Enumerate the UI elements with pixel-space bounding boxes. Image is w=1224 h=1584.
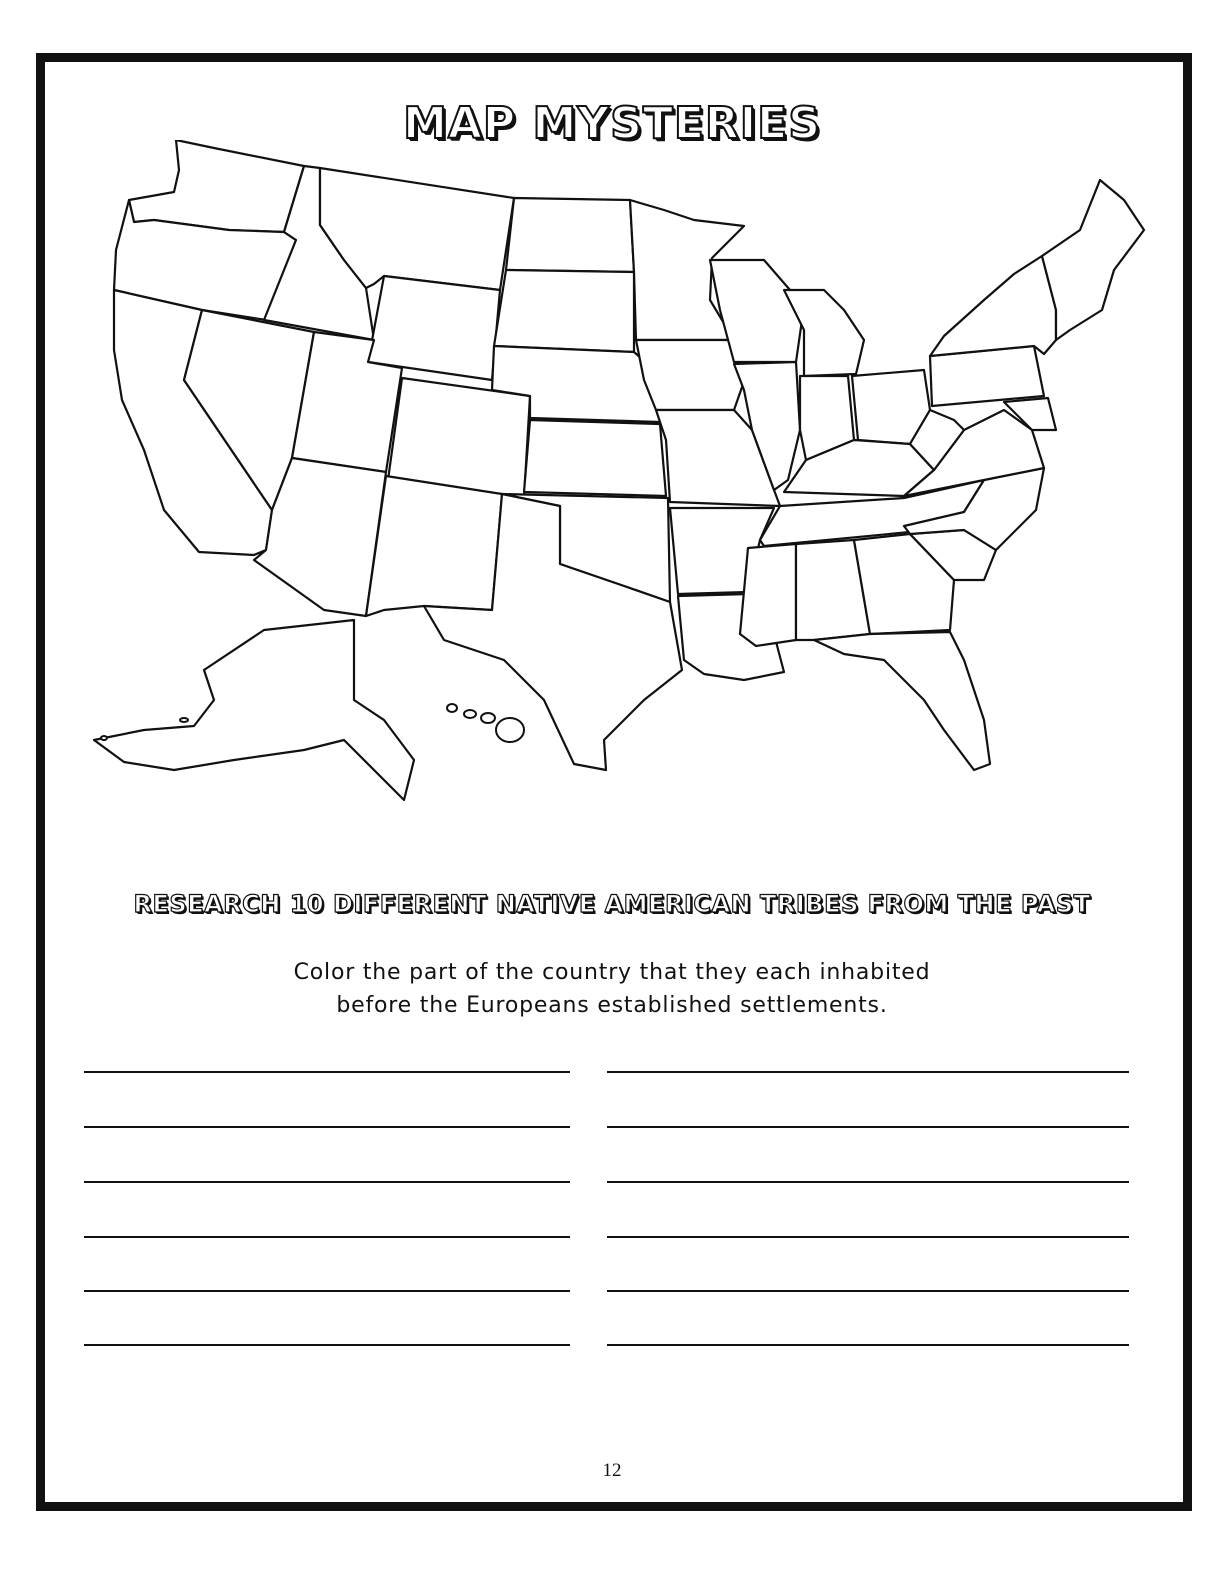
- answer-line-right-6[interactable]: [607, 1344, 1129, 1346]
- answer-line-left-4[interactable]: [84, 1236, 570, 1238]
- alaska-state: [94, 620, 414, 800]
- new-york-state: [930, 256, 1056, 356]
- hawaii-big-island: [496, 718, 524, 742]
- washington-state: [129, 140, 304, 232]
- south-dakota-state: [494, 270, 634, 352]
- answer-line-right-2[interactable]: [607, 1126, 1129, 1128]
- instructions: [0, 956, 1224, 1022]
- answer-line-left-3[interactable]: [84, 1181, 570, 1183]
- answer-line-right-5[interactable]: [607, 1290, 1129, 1292]
- answer-line-right-4[interactable]: [607, 1236, 1129, 1238]
- aleutian-island-1: [180, 718, 188, 722]
- answer-line-left-2[interactable]: [84, 1126, 570, 1128]
- page-title: MAP MYSTERIES: [403, 98, 821, 149]
- new-mexico-state: [366, 476, 502, 616]
- mississippi-state: [740, 544, 796, 646]
- kansas-state: [524, 420, 666, 496]
- research-heading: RESEARCH 10 DIFFERENT NATIVE AMERICAN TRIBES FROM THE PAST: [133, 890, 1091, 918]
- answer-line-right-1[interactable]: [607, 1071, 1129, 1073]
- answer-line-right-3[interactable]: [607, 1181, 1129, 1183]
- hawaii-maui: [481, 713, 495, 723]
- instructions-line-1: Color the part of the country that they each inhabited: [293, 960, 931, 985]
- page-number: 12: [602, 1460, 622, 1481]
- aleutian-island-2: [101, 736, 107, 740]
- florida-state: [814, 632, 990, 770]
- instructions-line-2: before the Europeans established settlements.: [336, 993, 888, 1018]
- answer-line-left-1[interactable]: [84, 1071, 570, 1073]
- answer-line-left-6[interactable]: [84, 1344, 570, 1346]
- us-states-map-icon: [84, 140, 1164, 810]
- north-dakota-state: [506, 198, 634, 272]
- hawaii-kauai: [447, 704, 457, 712]
- hawaii-oahu: [464, 710, 476, 718]
- new-england-states: [1042, 180, 1144, 340]
- answer-line-left-5[interactable]: [84, 1290, 570, 1292]
